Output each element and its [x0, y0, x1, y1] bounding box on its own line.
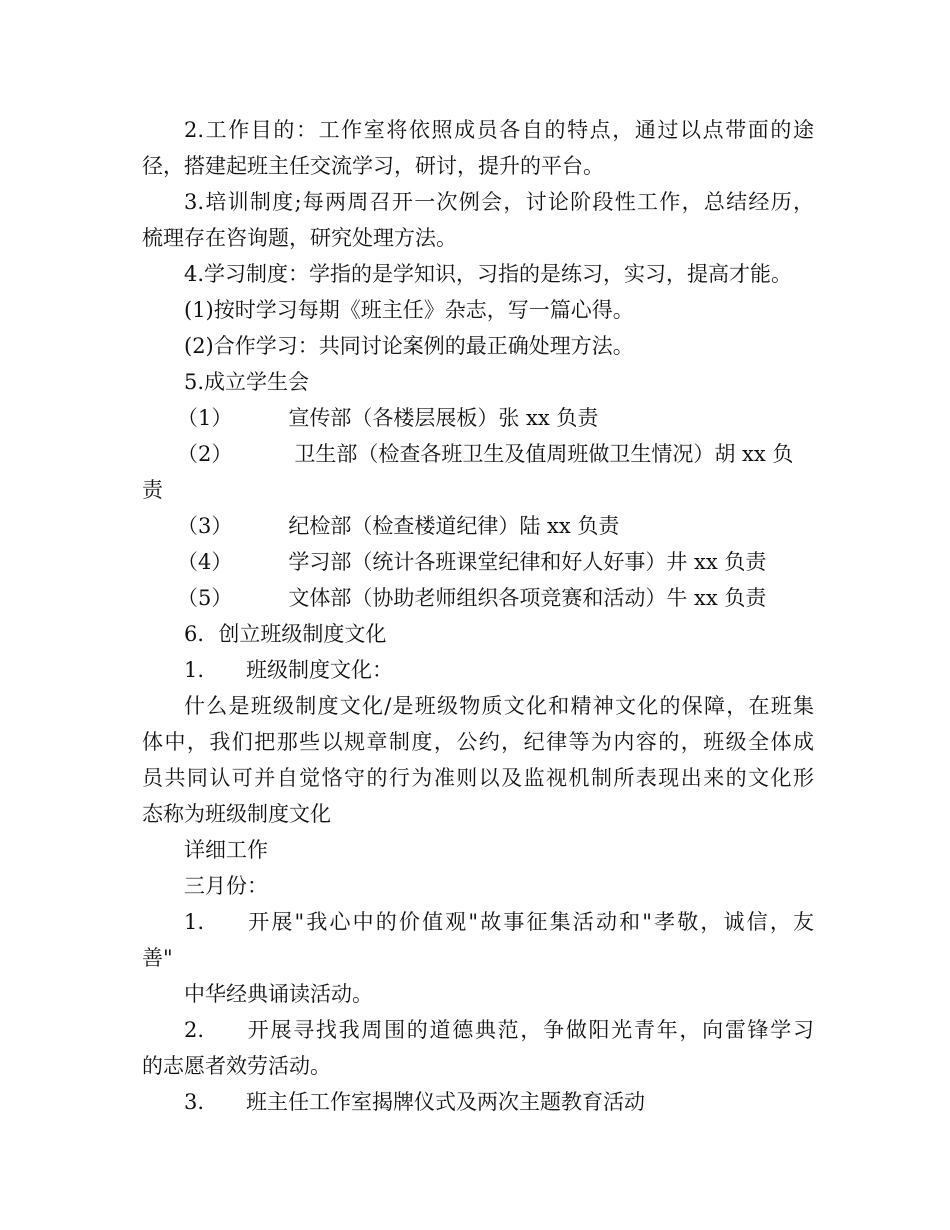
- list-text: 宣传部（各楼层展板）张 xx 负责: [288, 406, 599, 430]
- paragraph-line: 的志愿者效劳活动。: [142, 1054, 331, 1078]
- list-item: [142, 544, 814, 580]
- section-heading: 详细工作: [184, 838, 268, 862]
- section-heading: 6．创立班级制度文化: [184, 622, 387, 646]
- list-text: 学习部（统计各班课堂纪律和好人好事）井 xx 负责: [288, 550, 767, 574]
- list-item: [142, 400, 814, 436]
- paragraph-line: 2.工作目的：工作室将依照成员各自的特点，通过以点带面的途: [184, 118, 814, 142]
- list-text: 纪检部（检查楼道纪律）陆 xx 负责: [288, 514, 620, 538]
- document-page: [142, 112, 814, 1120]
- paragraph-line: (2)合作学习：共同讨论案例的最正确处理方法。: [184, 334, 634, 358]
- list-number: 3.: [184, 1090, 205, 1114]
- list-number: （1）: [177, 406, 233, 430]
- list-number: （2）: [177, 442, 233, 466]
- list-item: [142, 1084, 814, 1120]
- section-heading: 5.成立学生会: [184, 370, 310, 394]
- paragraph-line: 责: [142, 478, 163, 502]
- section-heading: 三月份：: [184, 874, 268, 898]
- list-item: [142, 580, 814, 616]
- paragraph-line: 梳理存在咨询题，研究处理方法。: [142, 226, 457, 250]
- list-text: 班级制度文化：: [246, 658, 394, 682]
- paragraph-line: 善": [142, 946, 173, 970]
- list-number: （4）: [177, 550, 233, 574]
- list-text: 文体部（协助老师组织各项竞赛和活动）牛 xx 负责: [288, 586, 767, 610]
- list-item: [142, 436, 814, 472]
- paragraph-line: 中华经典诵读活动。: [184, 982, 373, 1006]
- list-number: 2.: [184, 1018, 205, 1042]
- list-item: [142, 904, 814, 940]
- list-text: 开展寻找我周围的道德典范，争做阳光青年，向雷锋学习: [246, 1018, 814, 1042]
- paragraph-line: 态称为班级制度文化: [142, 802, 331, 826]
- list-number: （3）: [177, 514, 233, 538]
- list-number: 1.: [184, 910, 205, 934]
- paragraph-line: 什么是班级制度文化/是班级物质文化和精神文化的保障，在班集: [184, 694, 814, 718]
- list-item: [142, 508, 814, 544]
- list-number: 1.: [184, 658, 205, 682]
- paragraph-line: 4.学习制度：学指的是学知识，习指的是练习，实习，提高才能。: [184, 262, 793, 286]
- list-text: 班主任工作室揭牌仪式及两次主题教育活动: [246, 1090, 646, 1114]
- paragraph-line: 径，搭建起班主任交流学习，研讨，提升的平台。: [142, 154, 604, 178]
- paragraph-line: (1)按时学习每期《班主任》杂志，写一篇心得。: [184, 298, 634, 322]
- paragraph-line: 体中，我们把那些以规章制度，公约，纪律等为内容的，班级全体成: [142, 730, 814, 754]
- list-text: 卫生部（检查各班卫生及值周班做卫生情况）胡 xx 负: [294, 442, 794, 466]
- list-item: [142, 1012, 814, 1048]
- list-text: 开展"我心中的价值观"故事征集活动和"孝敬，诚信，友: [246, 910, 814, 934]
- list-number: （5）: [177, 586, 233, 610]
- paragraph-line: 3.培训制度;每两周召开一次例会，讨论阶段性工作，总结经历，: [184, 190, 814, 214]
- list-item: [142, 652, 814, 688]
- paragraph-line: 员共同认可并自觉恪守的行为准则以及监视机制所表现出来的文化形: [142, 766, 814, 790]
